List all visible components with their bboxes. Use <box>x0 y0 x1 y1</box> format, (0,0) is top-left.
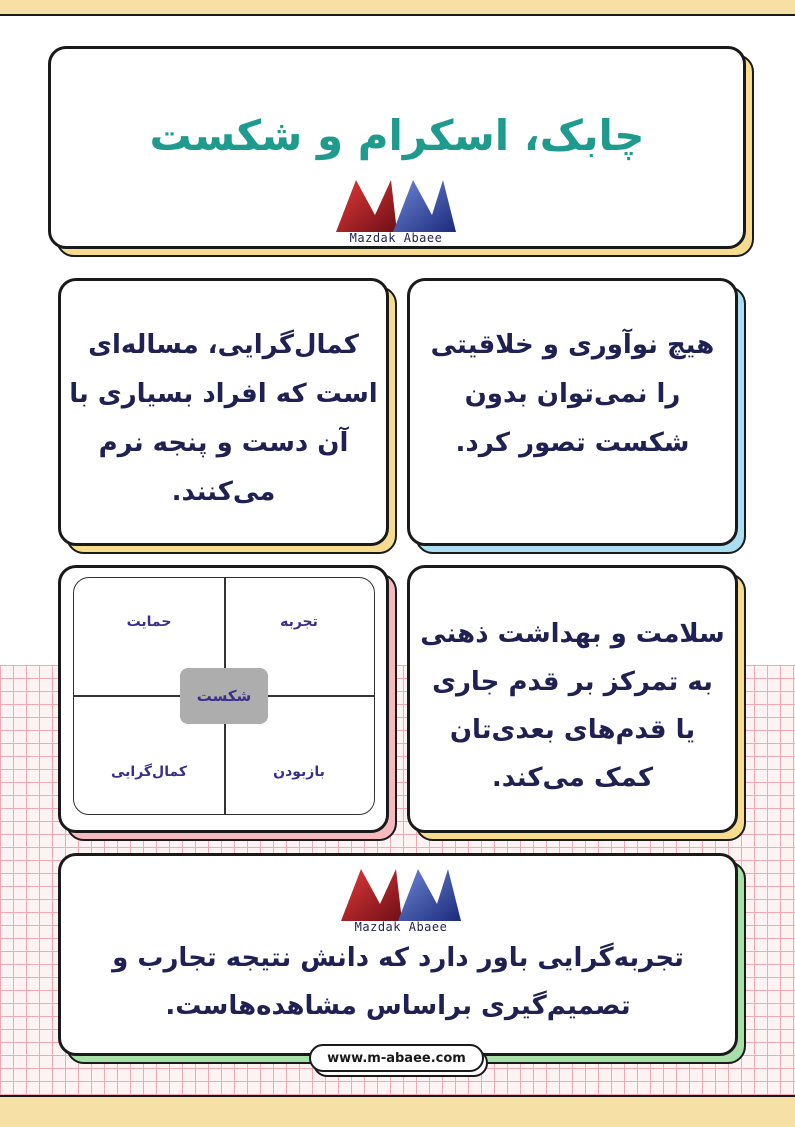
perfectionism-card <box>58 278 389 546</box>
website-link[interactable] <box>309 1044 484 1072</box>
logo <box>336 866 466 934</box>
quadrant-bottom-left-label: کمال‌گرایی <box>110 764 187 780</box>
empiricism-card <box>58 853 738 1056</box>
logo-mark-icon <box>336 866 466 922</box>
quadrant-top-right-label: تجربه <box>280 614 318 630</box>
quadrant-bottom-right-label: بازبودن <box>273 764 325 780</box>
bottom-band <box>0 1095 795 1127</box>
quadrant-diagram <box>73 577 375 815</box>
mental-health-card <box>407 565 738 833</box>
top-band <box>0 0 795 16</box>
innovation-text: هیچ نوآوری و خلاقیتی را نمی‌توان بدون شکست تصور کرد. <box>430 330 715 458</box>
empiricism-text: تجربه‌گرایی باور دارد که دانش نتیجه تجارب و تصمیم‌گیری براساس مشاهده‌هاست. <box>112 943 684 1021</box>
logo-mark-icon <box>331 177 461 233</box>
card-face <box>58 853 738 1056</box>
mental-health-text: سلامت و بهداشت ذهنی به تمرکز بر قدم جاری یا قدم‌های بعدی‌تان کمک می‌کند. <box>420 619 725 793</box>
innovation-card <box>407 278 738 546</box>
website-url[interactable]: www.m-abaee.com <box>309 1044 484 1072</box>
card-face <box>58 278 389 546</box>
card-face <box>407 278 738 546</box>
card-face <box>407 565 738 833</box>
logo-text: Mazdak Abaee <box>349 231 443 245</box>
title-card <box>48 46 746 249</box>
logo <box>331 177 461 245</box>
diagram-center-box: شکست <box>180 668 268 724</box>
page-title: چابک، اسکرام و شکست <box>149 111 645 160</box>
perfectionism-text: کمال‌گرایی، مساله‌ای است که افراد بسیاری با آن دست و پنجه نرم می‌کنند. <box>69 330 378 507</box>
card-face <box>48 46 746 249</box>
logo-text: Mazdak Abaee <box>354 920 448 934</box>
quadrant-top-left-label: حمایت <box>126 614 172 630</box>
